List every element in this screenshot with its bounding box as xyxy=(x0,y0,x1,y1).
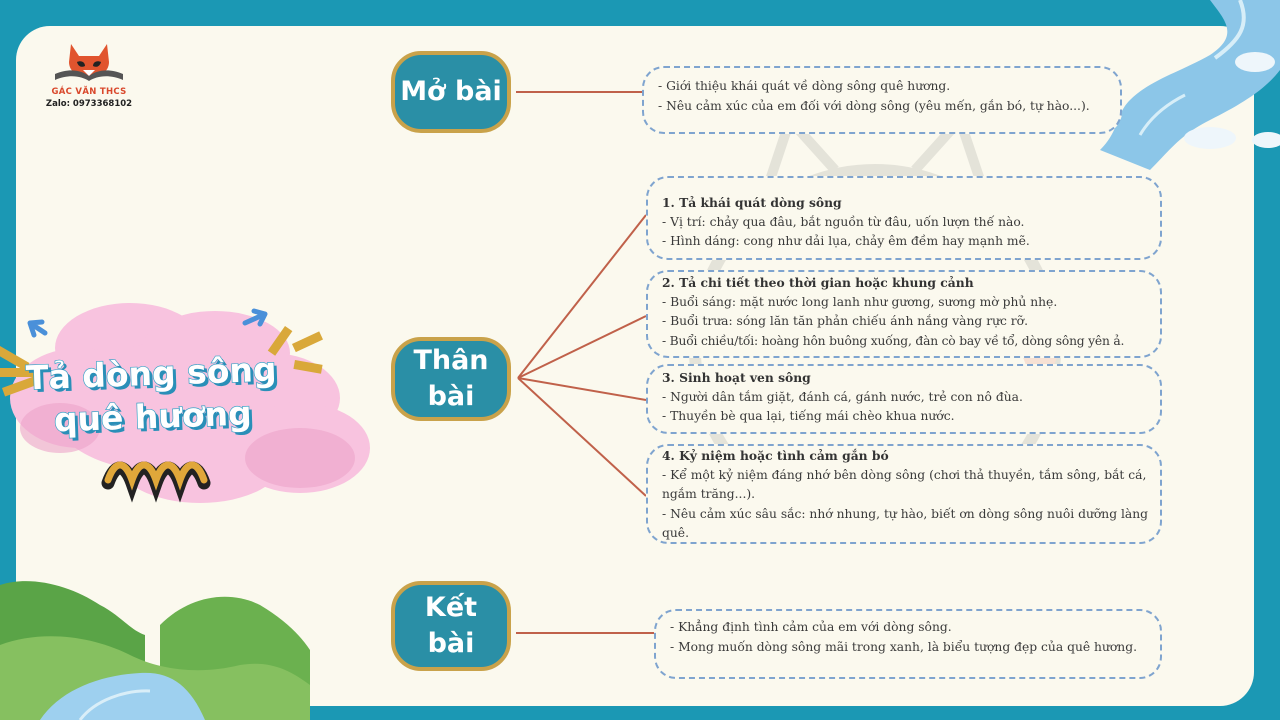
card-line: - Thuyền bè qua lại, tiếng mái chèo khua nước. xyxy=(662,409,955,423)
card-than-3 xyxy=(646,364,1162,434)
card-line: - Khẳng định tình cảm của em với dòng sông. xyxy=(670,620,952,634)
section-mo-bai-label: Mở bài xyxy=(400,75,502,107)
card-line: - Vị trí: chảy qua đâu, bắt nguồn từ đâu, uốn lượn thế nào. xyxy=(662,214,1025,229)
card-ket-bai xyxy=(654,609,1162,679)
card-heading: 4. Kỷ niệm hoặc tình cảm gắn bó xyxy=(662,448,889,463)
card-line: - Kể một kỷ niệm đáng nhớ bên dòng sông (chơi thả thuyền, tắm sông, bắt cá, ngắm trăng...). xyxy=(662,467,1147,501)
card-heading: 1. Tả khái quát dòng sông xyxy=(662,195,842,210)
card-line: - Buổi sáng: mặt nước long lanh như gương, sương mờ phủ nhẹ. xyxy=(662,294,1058,309)
connector-than-1 xyxy=(518,215,646,378)
card-than-2 xyxy=(646,270,1162,358)
brand-contact: Zalo: 0973368102 xyxy=(45,99,133,109)
card-line: - Buổi trưa: sóng lăn tăn phản chiếu ánh nắng vàng rực rỡ. xyxy=(662,314,1028,328)
title-line-1: Tả dòng sông xyxy=(25,349,278,398)
card-line: - Buổi chiều/tối: hoàng hôn buông xuống, đàn cò bay về tổ, dòng sông yên ả. xyxy=(662,333,1125,348)
brand-name: GÁC VĂN THCS xyxy=(51,87,127,97)
card-line: - Mong muốn dòng sông mãi trong xanh, là biểu tượng đẹp của quê hương. xyxy=(670,639,1137,654)
card-line: - Người dân tắm giặt, đánh cá, gánh nước, trẻ con nô đùa. xyxy=(662,389,1023,404)
section-ket-bai-label: Kết bài xyxy=(424,591,478,659)
section-mo-bai xyxy=(391,51,511,133)
section-than-bai xyxy=(391,337,511,421)
card-line: - Giới thiệu khái quát về dòng sông quê hương. xyxy=(658,79,951,93)
section-ket-bai xyxy=(391,581,511,671)
card-than-1 xyxy=(646,176,1162,260)
section-than-bai-label: Thân bài xyxy=(413,344,489,412)
card-than-4 xyxy=(646,444,1162,544)
card-line: - Nêu cảm xúc của em đối với dòng sông (yêu mến, gắn bó, tự hào...). xyxy=(658,98,1090,113)
card-mo-bai xyxy=(642,66,1122,134)
title-line-2: quê hương xyxy=(53,393,253,440)
card-line: - Nêu cảm xúc sâu sắc: nhớ nhung, tự hào, biết ơn dòng sông nuôi dưỡng làng quê. xyxy=(662,506,1149,540)
card-line: - Hình dáng: cong như dải lụa, chảy êm đềm hay mạnh mẽ. xyxy=(662,234,1030,248)
connector-than-2 xyxy=(518,316,646,378)
card-heading: 3. Sinh hoạt ven sông xyxy=(662,370,811,385)
card-heading: 2. Tả chi tiết theo thời gian hoặc khung cảnh xyxy=(662,275,974,290)
